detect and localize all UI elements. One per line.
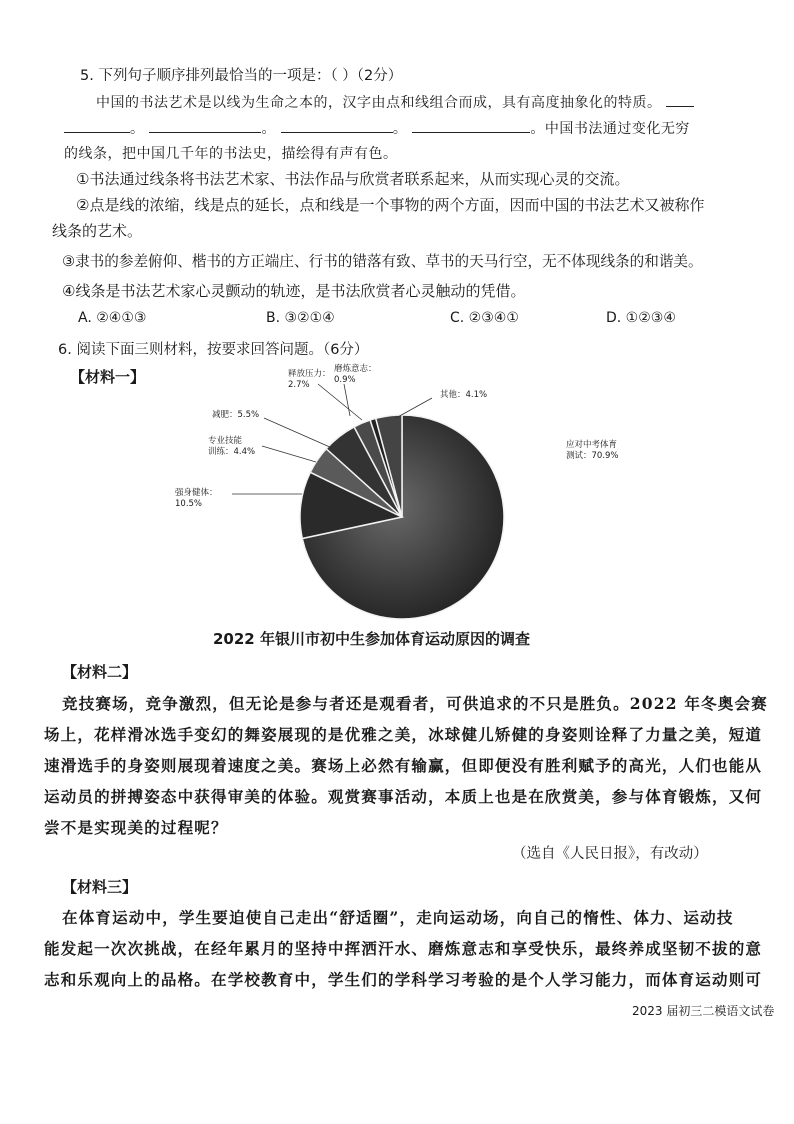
option-a: A. ②④①③ xyxy=(78,310,147,326)
question-5-title: 5. 下列句子顺序排列最恰当的一项是：（ ）（2分） xyxy=(80,68,403,84)
q5-sentence-2-cont: 线条的艺术。 xyxy=(52,222,143,240)
material-2-line-2: 场上，花样滑冰选手变幻的舞姿展现的是优雅之美，冰球健儿矫健的身姿则诠释了力量之美，短道 xyxy=(44,725,763,744)
pie-label-stress: 释放压力： 2.7% xyxy=(288,369,331,390)
pie-label-diet: 减肥：5.5% xyxy=(212,410,260,420)
material-2-line-5: 尝不是实现美的过程呢？ xyxy=(44,818,228,837)
material-3-line-2: 能发起一次次挑战，在经年累月的坚持中挥洒汗水、磨炼意志和享受快乐，最终养成坚韧不拔的意 xyxy=(44,939,763,958)
material-3-label: 【材料三】 xyxy=(62,878,138,896)
q5-intro-tail: 。中国书法通过变化无穷 xyxy=(530,121,690,137)
q5-intro-text-1: 中国的书法艺术是以线为生命之本的，汉字由点和线组合而成，具有高度抽象化的特质。 xyxy=(96,95,662,111)
material-2-label: 【材料二】 xyxy=(62,663,138,681)
pie-label-fitness: 强身健体： 10.5% xyxy=(175,488,218,509)
option-b: B. ③②①④ xyxy=(266,310,335,326)
material-2-line-4: 运动员的拼搏姿态中获得审美的体验。观赏赛事活动，本质上也是在欣赏美，参与体育锻炼，又何 xyxy=(44,787,763,806)
question-6-title: 6. 阅读下面三则材料，按要求回答问题。（6分） xyxy=(58,342,369,358)
pie-label-exam: 应对中考体育 测试：70.9% xyxy=(566,440,619,461)
option-c: C. ②③④① xyxy=(450,310,519,326)
q5-sentence-3: ③隶书的参差俯仰、楷书的方正端庄、行书的错落有致、草书的天马行空，无不体现线条的和谐美。 xyxy=(62,253,703,270)
pie-label-other: 其他：4.1% xyxy=(440,390,488,400)
leader-line-training xyxy=(262,446,316,462)
pie-label-will: 磨炼意志： 0.9% xyxy=(334,364,377,385)
q5-intro-line-blanks: 。 。 。 。中国书法通过变化无穷 xyxy=(64,118,690,138)
material-2-line-3: 速滑选手的身姿则展现着速度之美。赛场上必然有输赢，但即便没有胜利赋予的高光，人们也能从 xyxy=(44,756,763,775)
q5-intro-line-2: 的线条，把中国几千年的书法史，描绘得有声有色。 xyxy=(64,146,398,162)
material-2-line-1: 竞技赛场，竞争激烈，但无论是参与者还是观看者，可供追求的不只是胜负。2022 年冬奥会赛 xyxy=(62,694,768,713)
q5-sentence-2: ②点是线的浓缩，线是点的延长，点和线是一个事物的两个方面，因而中国的书法艺术又被称作 xyxy=(76,196,705,214)
page-footer: 2023 届初三二模语文试卷 xyxy=(632,1004,775,1018)
leader-line-diet xyxy=(264,418,332,448)
material-3-line-3: 志和乐观向上的品格。在学校教育中，学生们的学科学习考验的是个人学习能力，而体育运动则可 xyxy=(44,970,763,989)
chart-caption: 2022 年银川市初中生参加体育运动原因的调查 xyxy=(213,630,530,648)
q5-sentence-4: ④线条是书法艺术家心灵颤动的轨迹，是书法欣赏者心灵触动的凭借。 xyxy=(62,282,526,300)
material-1-label: 【材料一】 xyxy=(70,368,146,386)
pie-slices xyxy=(300,415,504,619)
q5-sentence-1: ①书法通过线条将书法艺术家、书法作品与欣赏者联系起来，从而实现心灵的交流。 xyxy=(76,170,630,188)
material-2-source: （选自《人民日报》，有改动） xyxy=(512,846,708,862)
pie-label-training: 专业技能 训练：4.4% xyxy=(208,436,256,457)
option-d: D. ①②③④ xyxy=(606,310,676,326)
material-3-line-1: 在体育运动中，学生要迫使自己走出“舒适圈”，走向运动场，向自己的惰性、体力、运动技 xyxy=(62,908,734,927)
leader-line-will xyxy=(344,384,350,416)
